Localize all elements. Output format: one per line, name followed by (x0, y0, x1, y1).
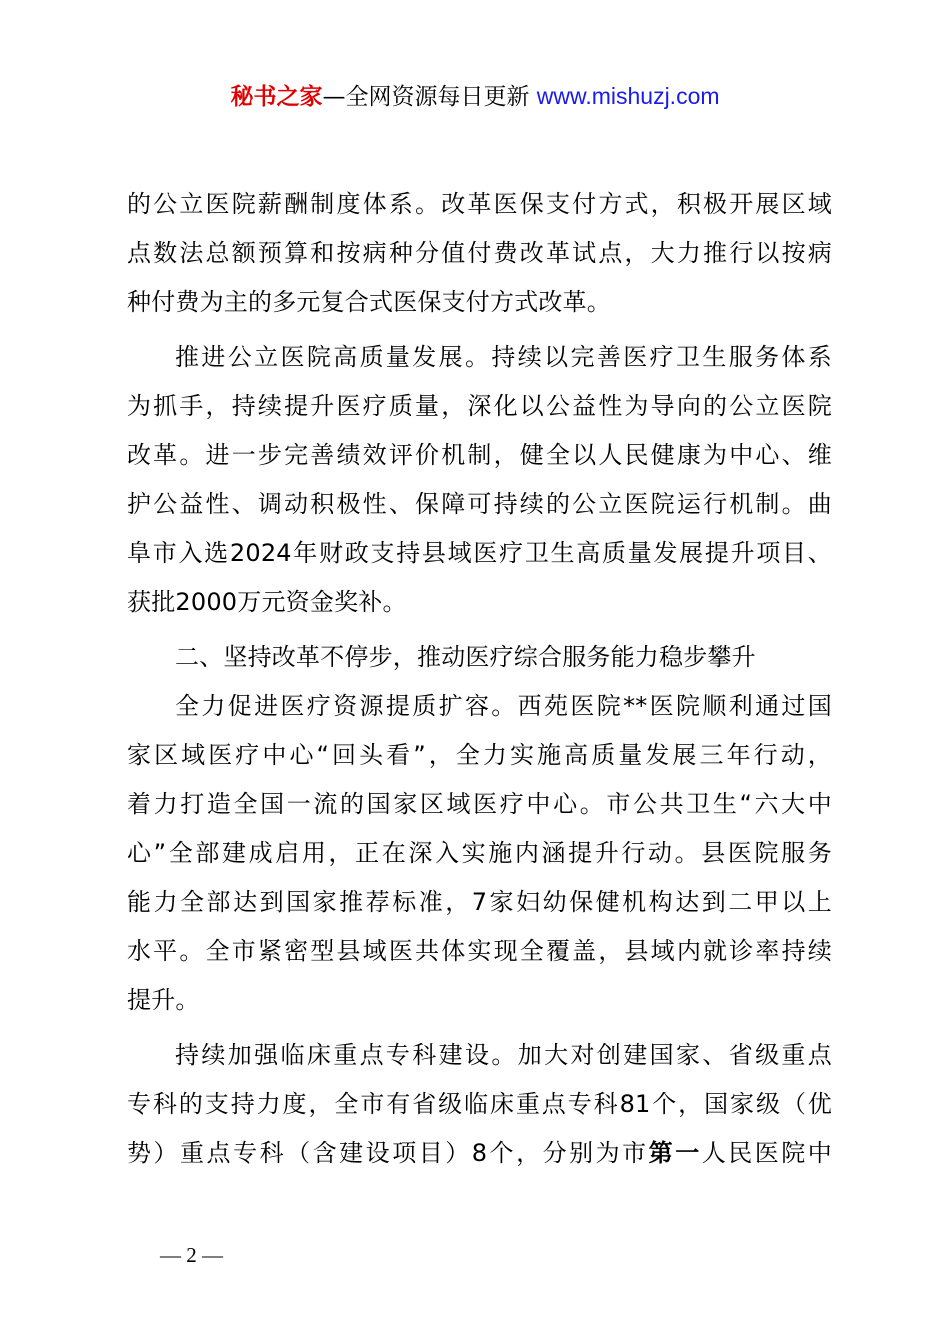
text-line: 的公立医院薪酬制度体系。改革医保支付方式，积极开展区域 (127, 190, 832, 218)
text-line (127, 1129, 832, 1178)
page-number: — 2 — (160, 1243, 223, 1267)
text-line: 心”全部建成启用，正在深入实施内涵提升行动。县医院服务 (127, 839, 832, 867)
text-line: 改革。进一步完善绩效评价机制，健全以人民健康为中心、维 (127, 441, 832, 469)
text-line: 点数法总额预算和按病种分值付费改革试点，大力推行以按病 (127, 239, 832, 267)
text-line: 获批2000万元资金奖补。 (127, 588, 407, 616)
text-line: 阜市入选2024年财政支持县域医疗卫生高质量发展提升项目、 (127, 539, 832, 567)
paragraph (127, 333, 832, 627)
text-line: 推进公立医院高质量发展。持续以完善医疗卫生服务体系 (175, 343, 832, 371)
brand-name: 秘书之家 (230, 84, 323, 110)
document-body (127, 180, 832, 1178)
paragraph (127, 180, 832, 327)
text-line: 持续加强临床重点专科建设。加大对创建国家、省级重点 (175, 1041, 832, 1069)
text-line: 家区域医疗中心“回头看”，全力实施高质量发展三年行动， (127, 741, 832, 769)
text-line: 能力全部达到国家推荐标准，7家妇幼保健机构达到二甲以上 (127, 888, 832, 916)
text-line: 为抓手，持续提升医疗质量，深化以公益性为导向的公立医院 (127, 392, 832, 420)
site-url[interactable]: www.mishuzj.com (536, 83, 720, 109)
text-run: 势）重点专科（含建设项目）8个，分别为市 (127, 1139, 649, 1167)
paragraph (127, 1031, 832, 1178)
text-line: 护公益性、调动积极性、保障可持续的公立医院运行机制。曲 (127, 490, 832, 518)
text-run: 人民医院中 (701, 1139, 832, 1167)
text-line: 提升。 (127, 986, 200, 1014)
text-line: 着力打造全国一流的国家区域医疗中心。市公共卫生“六大中 (127, 790, 832, 818)
site-banner (0, 78, 950, 115)
text-line: 水平。全市紧密型县域医共体实现全覆盖，县域内就诊率持续 (127, 937, 832, 965)
text-line: 专科的支持力度，全市有省级临床重点专科81个，国家级（优 (127, 1090, 832, 1118)
bold-run: 第一 (648, 1139, 702, 1167)
section-heading: 二、坚持改革不停步，推动医疗综合服务能力稳步攀升 (175, 643, 756, 671)
banner-tagline: —全网资源每日更新 (322, 84, 530, 110)
text-line: 全力促进医疗资源提质扩容。西苑医院**医院顺利通过国 (175, 692, 832, 720)
paragraph (127, 682, 832, 1025)
text-line: 种付费为主的多元复合式医保支付方式改革。 (127, 288, 611, 316)
